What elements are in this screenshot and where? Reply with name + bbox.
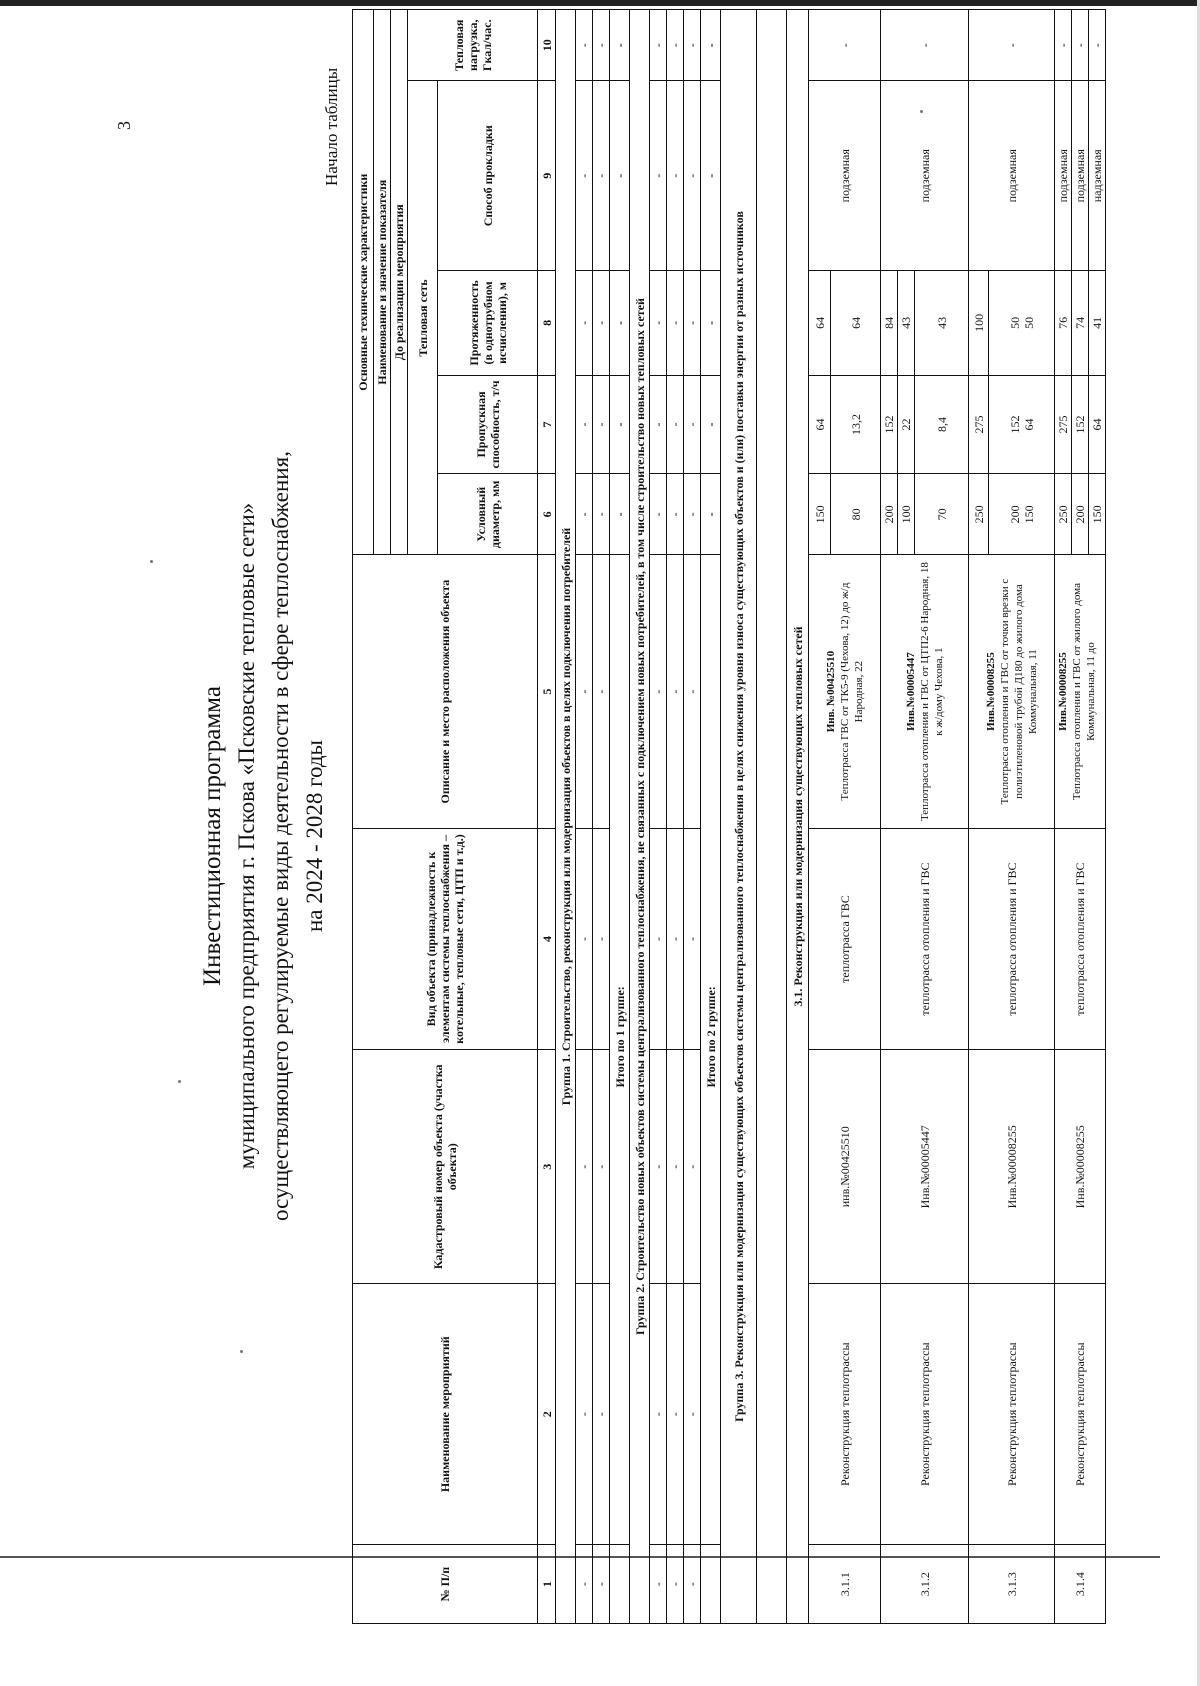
dash-row [684,10,701,1624]
row-length: 84 [881,271,898,376]
table-start-note: Начало таблицы [322,67,341,186]
col-num-9: 9 [538,81,556,271]
row-capacity: 64 [1089,375,1106,473]
row-length: 76 [1055,271,1072,376]
dash-cell: - [701,375,721,473]
header-num: № П/п [353,1545,538,1624]
dash-row [650,10,667,1624]
dash-cell: - [593,1545,610,1624]
dash-cell: - [576,375,593,473]
row-length: 41 [1089,271,1106,376]
dash-cell: - [650,81,667,271]
group-3-1-row [787,10,809,1624]
dash-cell: - [576,10,593,81]
row-laying: подземная [1055,81,1072,271]
dash-cell: - [667,81,684,271]
row-num: 3.1.4 [1055,1545,1106,1624]
dash-cell: - [650,474,667,555]
dash-cell: - [610,81,630,271]
row-desc-text: Теплотрасса отопления и ГВС от ЦТП2-6 Народная, 18 к ж/дому Чехова, 1 [918,562,945,822]
dash-cell: - [650,1284,667,1545]
dash-cell: - [593,828,610,1050]
dash-cell: - [610,375,630,473]
row-load: - [1055,10,1072,81]
col-num-8: 8 [538,271,556,376]
dash-cell: - [667,1050,684,1284]
row-length: 64 [831,271,881,376]
header-object-type: Вид объекта (принадлежность к элементам системы теплоснабжения – котельные, тепловые сети, ЦТП и т.д.) [353,828,538,1050]
row-capacity: 152 64 [989,375,1055,473]
empty-cell [757,10,787,1624]
dash-cell: - [667,474,684,555]
dash-cell: - [667,1545,684,1624]
group-2-total-row [701,10,721,1624]
row-length: 74 [1072,271,1089,376]
title-line-4: на 2024 - 2028 годы [302,739,327,933]
dash-cell: - [576,81,593,271]
group-3-1-title: 3.1. Реконструкция или модернизация существующих тепловых сетей [787,10,809,1624]
col-num-2: 2 [538,1284,556,1545]
row-load: - [1089,10,1106,81]
dash-cell: - [684,81,701,271]
row-load: - [1072,10,1089,81]
group-1-title: Группа 1. Строительство, реконструкция или модернизация объектов в целях подключения потребителей [556,10,576,1624]
dash-cell: - [667,10,684,81]
row-num: 3.1.2 [881,1545,969,1624]
row-capacity: 22 [898,375,915,473]
dash-cell: - [593,375,610,473]
row-load: - [881,10,969,81]
row-capacity: 152 [881,375,898,473]
row-diameter: 250 [1055,474,1072,555]
row-desc-text: Теплотрасса отопления и ГВС от точки врезки с полиэтиленовой трубой Д180 до жилого дома Коммунальная, 11 [998,578,1039,805]
row-capacity: 275 [969,375,989,473]
row-object-type: теплотрасса ГВС [809,828,881,1050]
dash-cell: - [684,1545,701,1624]
row-length: 43 [898,271,915,376]
row-inv-number: Инв.№00008255 [984,652,997,731]
dash-cell: - [650,271,667,376]
group-3-title: Группа 3. Реконструкция или модернизация существующих объектов системы централизованного теплоснабжения в целях снижения уровня износа существующих объектов и (или) поставки энергии от разных источников [721,10,757,1624]
row-diameter: 200 [1072,474,1089,555]
dash-cell: - [593,271,610,376]
investment-table [352,9,1106,1624]
row-description [1055,555,1106,828]
group-1-row [556,10,576,1624]
dash-cell: - [684,1050,701,1284]
dash-cell: - [650,555,667,828]
header-name: Наименование мероприятий [353,1284,538,1545]
dash-cell: - [593,1284,610,1545]
dash-row [593,10,610,1624]
dash-cell: - [701,271,721,376]
header-row-1 [353,10,374,1624]
empty-cell [610,1545,630,1624]
row-load: - [969,10,1055,81]
dash-cell: - [667,828,684,1050]
row-object-type: теплотрасса отопления и ГВС [1055,828,1106,1050]
col-num-6: 6 [538,474,556,555]
col-num-10: 10 [538,10,556,81]
title-line-1: Инвестиционная программа [199,686,226,986]
dash-cell: - [684,271,701,376]
row-diameter: 80 [831,474,881,555]
dash-cell: - [667,271,684,376]
header-length: Протяженность (в однотрубном исчислении), м [438,271,538,376]
dash-cell: - [667,555,684,828]
dash-cell: - [684,375,701,473]
dash-cell: - [701,10,721,81]
dash-cell: - [610,10,630,81]
dash-cell: - [576,1050,593,1284]
dash-cell: - [684,474,701,555]
row-inv-number: Инв.№00008255 [1057,652,1069,731]
row-description [809,555,881,828]
group-3-row [721,10,757,1624]
dash-cell: - [650,375,667,473]
dash-cell: - [684,1284,701,1545]
header-cadastral: Кадастровый номер объекта (участка объекта) [353,1050,538,1284]
dash-cell: - [610,271,630,376]
column-numbers-row [538,10,556,1624]
spacer-row [757,10,787,1624]
dash-cell: - [593,555,610,828]
col-num-1: 1 [538,1545,556,1624]
row-cadastral: Инв.№00005447 [881,1050,969,1284]
header-heat-load: Тепловая нагрузка, Гкал/час. [408,10,538,81]
row-length: 43 [915,271,969,376]
header-tech-main: Основные технические характеристики [353,10,374,555]
row-diameter: 200 150 [989,474,1055,555]
dash-cell: - [576,555,593,828]
group-1-total-row [610,10,630,1624]
row-diameter: 200 [881,474,898,555]
row-object-type: теплотрасса отопления и ГВС [969,828,1055,1050]
header-laying: Способ прокладки [438,81,538,271]
row-laying: надземная [1089,81,1106,271]
row-num: 3.1.1 [809,1545,881,1624]
header-before: До реализации мероприятия [391,10,408,555]
row-name: Реконструкция теплотрассы [881,1284,969,1545]
row-cadastral: инв.№00425510 [809,1050,881,1284]
row-length: 50 50 [989,271,1055,376]
dash-cell: - [593,474,610,555]
row-laying: подземная [881,81,969,271]
table-row [881,10,898,1624]
header-capacity: Пропускная способность, т/ч [438,375,538,473]
row-capacity: 152 [1072,375,1089,473]
header-network: Тепловая сеть [408,81,438,555]
dash-cell: - [576,828,593,1050]
dash-cell: - [667,375,684,473]
row-desc-text: Теплотрасса ГВС от ТК5-9 (Чехова, 12) до ж/д Народная, 22 [838,582,865,801]
row-diameter: 250 [969,474,989,555]
dash-cell: - [593,1050,610,1284]
col-num-7: 7 [538,375,556,473]
dash-cell: - [684,555,701,828]
group-1-total: Итого по 1 группе: [610,555,630,1545]
dash-cell: - [701,81,721,271]
dash-cell: - [576,1284,593,1545]
empty-cell [701,1545,721,1624]
row-length: 64 [809,271,831,376]
dash-cell: - [650,1050,667,1284]
row-diameter: 150 [809,474,831,555]
row-diameter: 100 [898,474,915,555]
row-diameter: 150 [1089,474,1106,555]
row-cadastral: Инв.№00008255 [1055,1050,1106,1284]
table-row [809,10,831,1624]
dash-cell: - [576,1545,593,1624]
row-inv-number: Инв.№00005447 [904,652,917,731]
row-name: Реконструкция теплотрассы [969,1284,1055,1545]
col-num-4: 4 [538,828,556,1050]
header-diameter: Условный диаметр, мм [438,474,538,555]
dash-row [576,10,593,1624]
dash-cell: - [684,10,701,81]
row-laying: подземная [1072,81,1089,271]
row-num: 3.1.3 [969,1545,1055,1624]
document-title [196,0,332,1686]
table-row [969,10,989,1624]
dash-cell: - [650,828,667,1050]
row-inv-number: Инв. №00425510 [824,650,837,733]
page-number: 3 [114,121,134,130]
row-object-type: теплотрасса отопления и ГВС [881,828,969,1050]
row-name: Реконструкция теплотрассы [809,1284,881,1545]
dash-cell: - [576,271,593,376]
row-description [969,555,1055,828]
header-description: Описание и место расположения объекта [353,555,538,828]
col-num-5: 5 [538,555,556,828]
dash-cell: - [667,1284,684,1545]
col-num-3: 3 [538,1050,556,1284]
group-2-title: Группа 2. Строительство новых объектов системы централизованного теплоснабжения, не связанных с подключением новых потребителей, в том числе строительство новых тепловых сетей [630,10,650,1624]
row-description [881,555,969,828]
table-row [1055,10,1072,1624]
row-load: - [809,10,881,81]
row-name: Реконструкция теплотрассы [1055,1284,1106,1545]
row-desc-text: Теплотрасса отопления и ГВС от жилого дома Коммунальная, 11 до [1071,583,1097,801]
dash-cell: - [593,81,610,271]
group-2-row [630,10,650,1624]
title-line-3: осуществляющего регулируемые виды деятельности в сфере теплоснабжения, [268,451,293,1221]
row-capacity: 275 [1055,375,1072,473]
title-line-2: муниципального предприятия г. Пскова «Псковские тепловые сети» [234,502,259,1170]
dash-cell: - [650,10,667,81]
row-laying: подземная [969,81,1055,271]
dash-cell: - [684,828,701,1050]
group-2-total: Итого по 2 группе: [701,555,721,1545]
header-indicator: Наименование и значение показателя [374,10,391,555]
row-capacity: 8,4 [915,375,969,473]
row-diameter: 70 [915,474,969,555]
dash-cell: - [610,474,630,555]
row-capacity: 13,2 [831,375,881,473]
dash-cell: - [701,474,721,555]
dash-cell: - [650,1545,667,1624]
dash-cell: - [576,474,593,555]
dash-cell: - [593,10,610,81]
row-cadastral: Инв.№00008255 [969,1050,1055,1284]
row-capacity: 64 [809,375,831,473]
row-laying: подземная [809,81,881,271]
row-length: 100 [969,271,989,376]
dash-row [667,10,684,1624]
